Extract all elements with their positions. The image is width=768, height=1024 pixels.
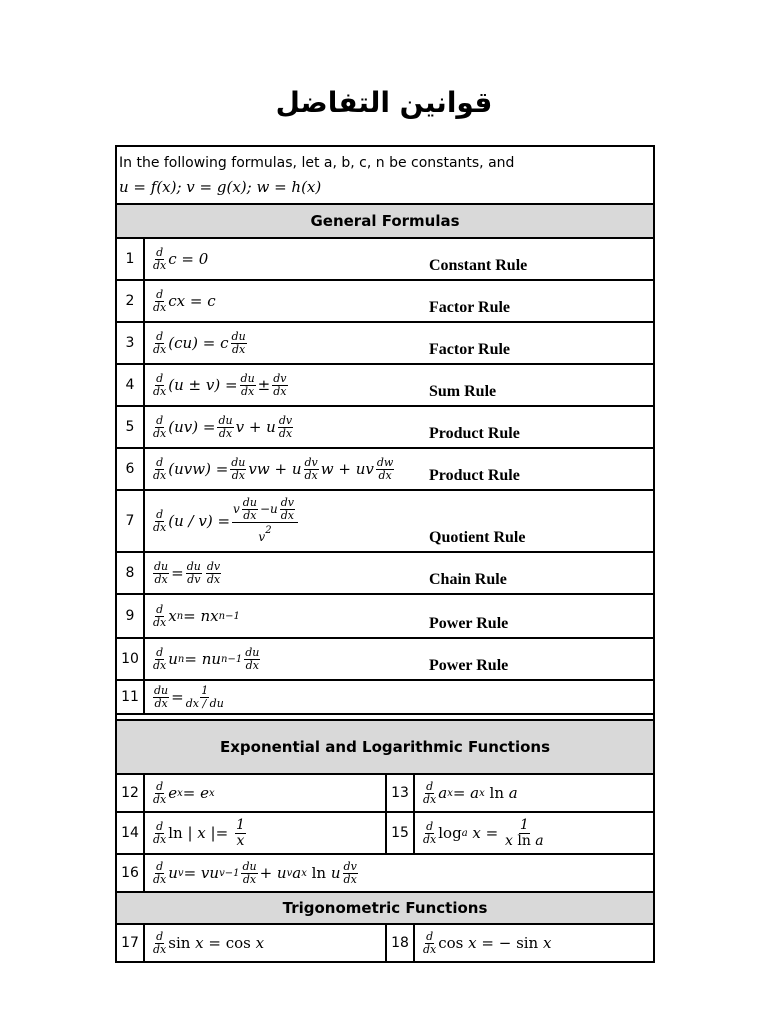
rule-name: Sum Rule xyxy=(429,383,497,400)
row-number: 14 xyxy=(117,813,145,853)
rule-name: Factor Rule xyxy=(429,341,511,358)
formula: $\frac{d}{dx}$ (cu) = c $\frac{du}{dx}$ xyxy=(153,329,246,356)
row-number: 18 xyxy=(387,925,415,961)
formula-table xyxy=(115,145,655,963)
formula: $\frac{du}{dx}$ = $\frac{1}{dx / du}$ xyxy=(154,683,224,710)
section-exp-log: Exponential and Logarithmic Functions xyxy=(117,721,653,775)
row-number: 13 xyxy=(387,775,415,811)
formula: $\frac{d}{dx}$ u n = nu n−1 $\frac{du}{dx}$ xyxy=(153,645,260,672)
formula-row xyxy=(117,681,653,715)
row-number: 1 xyxy=(117,239,145,279)
formula: $\frac{d}{dx}$ x n = nx n−1 xyxy=(153,602,240,629)
rule-name: Product Rule xyxy=(429,467,520,484)
rule-name: Product Rule xyxy=(429,425,520,442)
row-number: 10 xyxy=(117,639,145,679)
formula: $\frac{d}{dx}$ u v = vu v−1 $\frac{du}{dx}$ + u v a x ln u $\frac{dv}{dx}$ xyxy=(153,859,357,886)
formula-row xyxy=(117,407,653,449)
rule-name: Power Rule xyxy=(429,657,509,674)
rule-name: Constant Rule xyxy=(429,257,528,274)
formula-row xyxy=(117,491,653,553)
formula-row xyxy=(117,323,653,365)
formula-row xyxy=(117,639,653,681)
formula: $\frac{d}{dx}$ (u ± v) = $\frac{du}{dx}$ ± $\frac{dv}{dx}$ xyxy=(153,371,287,398)
rule-name xyxy=(427,681,653,713)
rule-name: Chain Rule xyxy=(429,571,507,588)
row-number: 15 xyxy=(387,813,415,853)
formula: $\frac{d}{dx}$ (uvw) = $\frac{du}{dx}$ vw + u $\frac{dv}{dx}$ w + uv $\frac{dw}{dx}$ xyxy=(153,455,394,482)
formula: $\frac{d}{dx}$ (u / v) = v $\frac{du}{dx}$ −u $\frac{dv}{dx}$ $v^2$ xyxy=(145,491,427,551)
intro-text xyxy=(117,147,653,205)
row-number: 9 xyxy=(117,595,145,637)
row-number: 11 xyxy=(117,681,145,713)
formula: $\frac{d}{dx}$ log a x = $\frac{1}{\text{x ln a}}$ xyxy=(423,816,544,849)
formula-row xyxy=(117,813,653,855)
rule-name: Quotient Rule xyxy=(429,529,526,546)
row-number: 8 xyxy=(117,553,145,593)
formula-row xyxy=(117,595,653,639)
formula-row xyxy=(117,281,653,323)
row-number: 12 xyxy=(117,775,145,811)
formula: $\frac{du}{dx}$ = $\frac{du}{dv}$ $\frac{dv}{dx}$ xyxy=(154,559,221,586)
row-number: 3 xyxy=(117,323,145,363)
section-general: General Formulas xyxy=(117,205,653,239)
row-number: 17 xyxy=(117,925,145,961)
row-number: 6 xyxy=(117,449,145,489)
row-number: 7 xyxy=(117,491,145,551)
formula: $\frac{d}{dx}$ cos x = − sin x xyxy=(423,929,552,956)
formula-row xyxy=(117,553,653,595)
formula-row xyxy=(117,775,653,813)
formula: $\frac{d}{dx}$ cx = c xyxy=(153,287,216,314)
formula: $\frac{d}{dx}$ c = 0 xyxy=(153,245,209,272)
row-number: 4 xyxy=(117,365,145,405)
formula: $\frac{d}{dx}$ sin x = cos x xyxy=(153,929,265,956)
row-number: 16 xyxy=(117,855,145,891)
rule-name: Power Rule xyxy=(429,615,509,632)
rule-name: Factor Rule xyxy=(429,299,511,316)
section-trig: Trigonometric Functions xyxy=(117,893,653,925)
formula: $\frac{d}{dx}$ e x = e x xyxy=(153,779,215,806)
formula-row xyxy=(117,855,653,893)
intro-line-2: u = f(x); v = g(x); w = h(x) xyxy=(119,178,322,196)
row-number: 2 xyxy=(117,281,145,321)
formula: $\frac{d}{dx}$ (uv) = $\frac{du}{dx}$ v + u $\frac{dv}{dx}$ xyxy=(153,413,293,440)
formula: $\frac{d}{dx}$ ln | x |= $\frac{1}{x}$ xyxy=(153,816,245,849)
formula-row xyxy=(117,239,653,281)
page-title: قوانين التفاضل xyxy=(275,86,493,119)
intro-line-1: In the following formulas, let a, b, c, n be constants, and xyxy=(119,155,515,171)
row-number: 5 xyxy=(117,407,145,447)
formula-row xyxy=(117,449,653,491)
formula: $\frac{d}{dx}$ a x = a x ln a xyxy=(423,779,518,806)
formula-row xyxy=(117,925,653,963)
formula-row xyxy=(117,365,653,407)
